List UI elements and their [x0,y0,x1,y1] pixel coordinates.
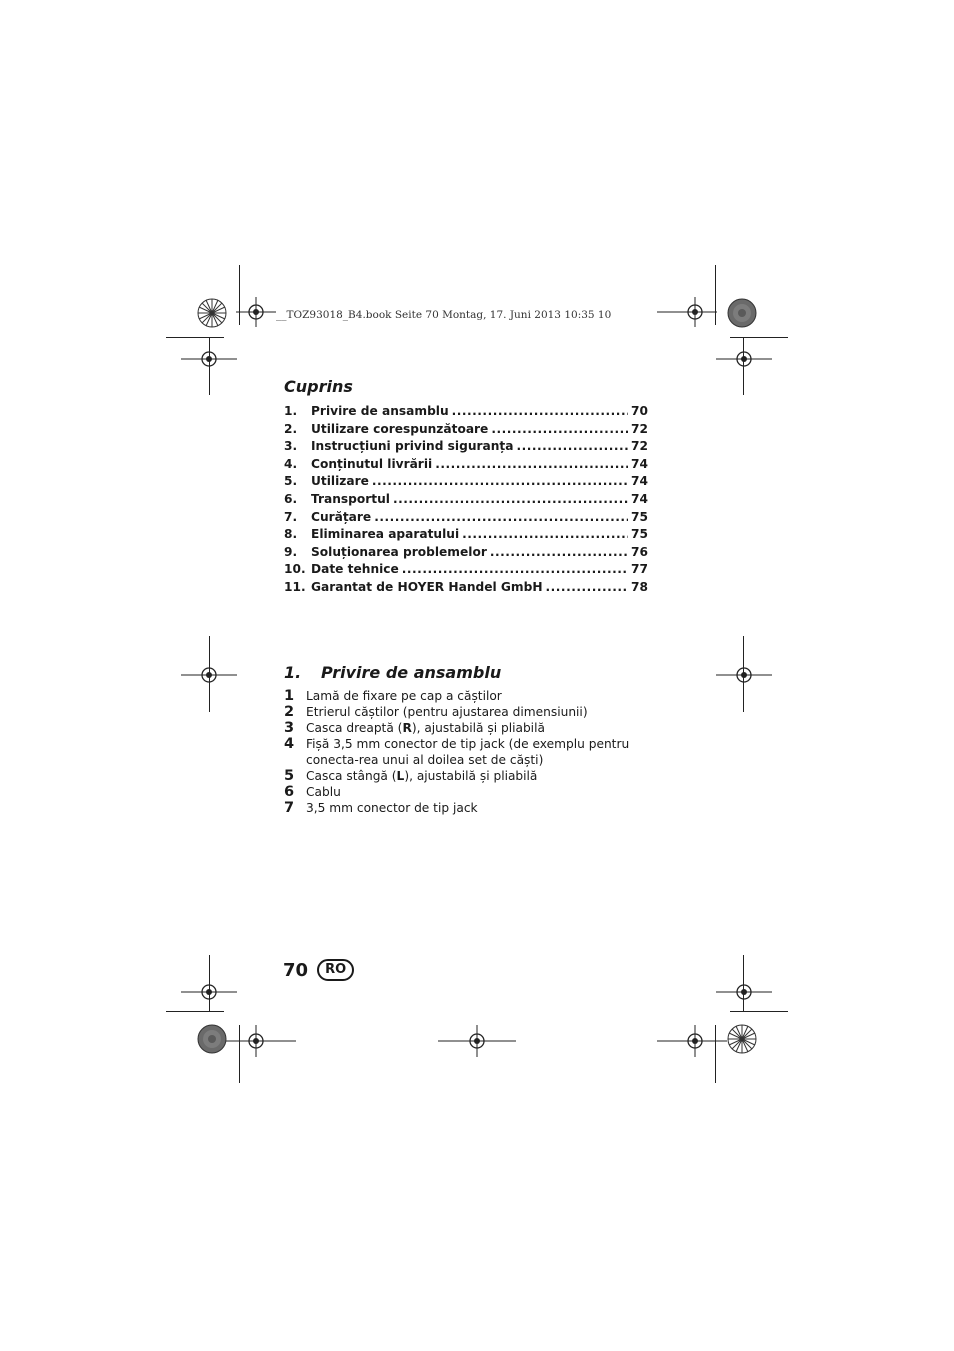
part-number: 4 [284,736,295,752]
toc-entry-page: 74 [631,456,648,471]
registration-crosshair-icon [181,342,237,378]
toc-entry-label: Privire de ansamblu [311,404,449,418]
toc-leader-dots [491,422,628,436]
toc-leader-dots [393,492,628,506]
part-item [284,784,654,800]
part-text: Cablu [306,785,341,799]
part-text-side-letter: L [396,769,405,783]
registration-crosshair-icon [716,975,772,1011]
registration-crosshair-icon [181,975,237,1011]
section-title-text: Privire de ansamblu [321,663,502,682]
toc-title: Cuprins [284,377,353,396]
part-number: 2 [284,704,295,720]
registration-crosshair-icon [236,297,276,327]
registration-crosshair-icon [716,342,772,378]
part-number: 3 [284,720,295,736]
toc-entry-number: 5. [284,474,298,489]
part-number: 1 [284,688,295,704]
language-badge: RO [317,959,354,981]
part-description [306,720,654,736]
toc-entry-label: Utilizare corespunzătoare [311,421,489,436]
toc-entry-number: 8. [284,527,298,542]
part-text: Fișă 3,5 mm conector de tip jack (de exemplu pentru conecta-rea unui al doilea set de căști) [306,737,630,767]
part-item [284,768,654,784]
toc-leader-dots [452,404,628,418]
toc-entry-label: Eliminarea aparatului [311,527,460,542]
crop-mark-line [730,1011,788,1012]
toc-entry-page: 72 [631,439,648,454]
toc-leader-dots [374,510,628,524]
toc-leader-dots [462,527,628,541]
part-item [284,720,654,736]
toc-entry-page: 74 [631,491,648,506]
toc-entry-page: 78 [631,579,648,594]
toc-entry[interactable] [284,422,648,440]
toc-entry-number: 10. [284,562,306,577]
part-text-pre: Casca stângă ( [306,769,397,783]
part-text-pre: Casca dreaptă ( [306,721,403,735]
crop-mark-line [166,1011,224,1012]
toc-entry-number: 7. [284,509,298,524]
toc-entry-page: 76 [631,544,648,559]
density-target-icon [197,1024,227,1054]
toc-leader-dots [435,457,628,471]
registration-crosshair-icon [226,1025,296,1057]
toc-entry-label: Soluționarea problemelor [311,544,487,559]
section-title [284,663,501,682]
crop-mark-line [730,337,788,338]
part-text-post: ), ajustabilă și pliabilă [411,721,545,735]
toc-entry[interactable] [284,474,648,492]
part-item [284,688,654,704]
toc-entry[interactable] [284,492,648,510]
toc-entry-page: 70 [631,404,648,418]
page-footer [283,959,354,981]
toc-leader-dots [546,580,628,594]
toc-entry[interactable] [284,580,648,598]
part-number: 5 [284,768,295,784]
toc-entry-page: 74 [631,474,648,489]
registration-crosshair-icon [716,657,772,693]
toc-entry-number: 3. [284,439,298,454]
toc-leader-dots [490,545,628,559]
toc-entry[interactable] [284,562,648,580]
starburst-target-icon [727,1024,757,1054]
part-number: 7 [284,800,295,816]
toc-entry-label: Garantat de HOYER Handel GmbH [311,579,543,594]
part-description [306,800,654,816]
toc-entry[interactable] [284,527,648,545]
toc-entry-number: 4. [284,456,298,471]
part-number: 6 [284,784,295,800]
table-of-contents [284,404,648,598]
toc-entry[interactable] [284,510,648,528]
part-text-side-letter: R [402,721,412,735]
toc-entry-number: 2. [284,421,298,436]
toc-entry-page: 72 [631,421,648,436]
part-item [284,800,654,816]
toc-entry[interactable] [284,545,648,563]
toc-entry[interactable] [284,457,648,475]
toc-entry-label: Instrucțiuni privind siguranța [311,439,514,454]
toc-entry-page: 77 [631,562,648,577]
toc-entry-number: 9. [284,544,298,559]
registration-crosshair-icon [438,1025,516,1057]
part-text: Lamă de fixare pe cap a căștilor [306,689,502,703]
toc-entry-label: Date tehnice [311,562,399,577]
parts-list [284,688,654,816]
part-description [306,784,654,800]
page-number: 70 [283,959,309,981]
part-description [306,768,654,784]
part-description [306,736,654,768]
toc-leader-dots [372,474,628,488]
registration-crosshair-icon [657,297,717,327]
toc-entry-page: 75 [631,527,648,542]
part-text-post: ), ajustabilă și pliabilă [404,769,538,783]
part-text: 3,5 mm conector de tip jack [306,801,478,815]
toc-entry-number: 1. [284,404,298,418]
print-file-info: __TOZ93018_B4.book Seite 70 Montag, 17. Juni 2013 10:35 10 [276,309,612,321]
toc-entry-label: Utilizare [311,474,369,489]
starburst-target-icon [197,298,227,328]
part-item [284,704,654,720]
toc-entry[interactable] [284,439,648,457]
toc-leader-dots [516,439,628,453]
part-text: Etrierul căștilor (pentru ajustarea dimensiunii) [306,705,588,719]
toc-entry[interactable] [284,404,648,422]
density-target-icon [727,298,757,328]
toc-entry-number: 11. [284,579,306,594]
toc-entry-label: Curățare [311,509,372,524]
part-item [284,736,654,768]
toc-entry-label: Transportul [311,491,390,506]
section-number: 1. [284,663,302,682]
toc-leader-dots [402,562,628,576]
toc-entry-label: Conținutul livrării [311,456,433,471]
toc-entry-page: 75 [631,509,648,524]
part-description [306,704,654,720]
toc-entry-number: 6. [284,491,298,506]
registration-crosshair-icon [657,1025,727,1057]
registration-crosshair-icon [181,657,237,693]
crop-mark-line [166,337,224,338]
part-description [306,688,654,704]
